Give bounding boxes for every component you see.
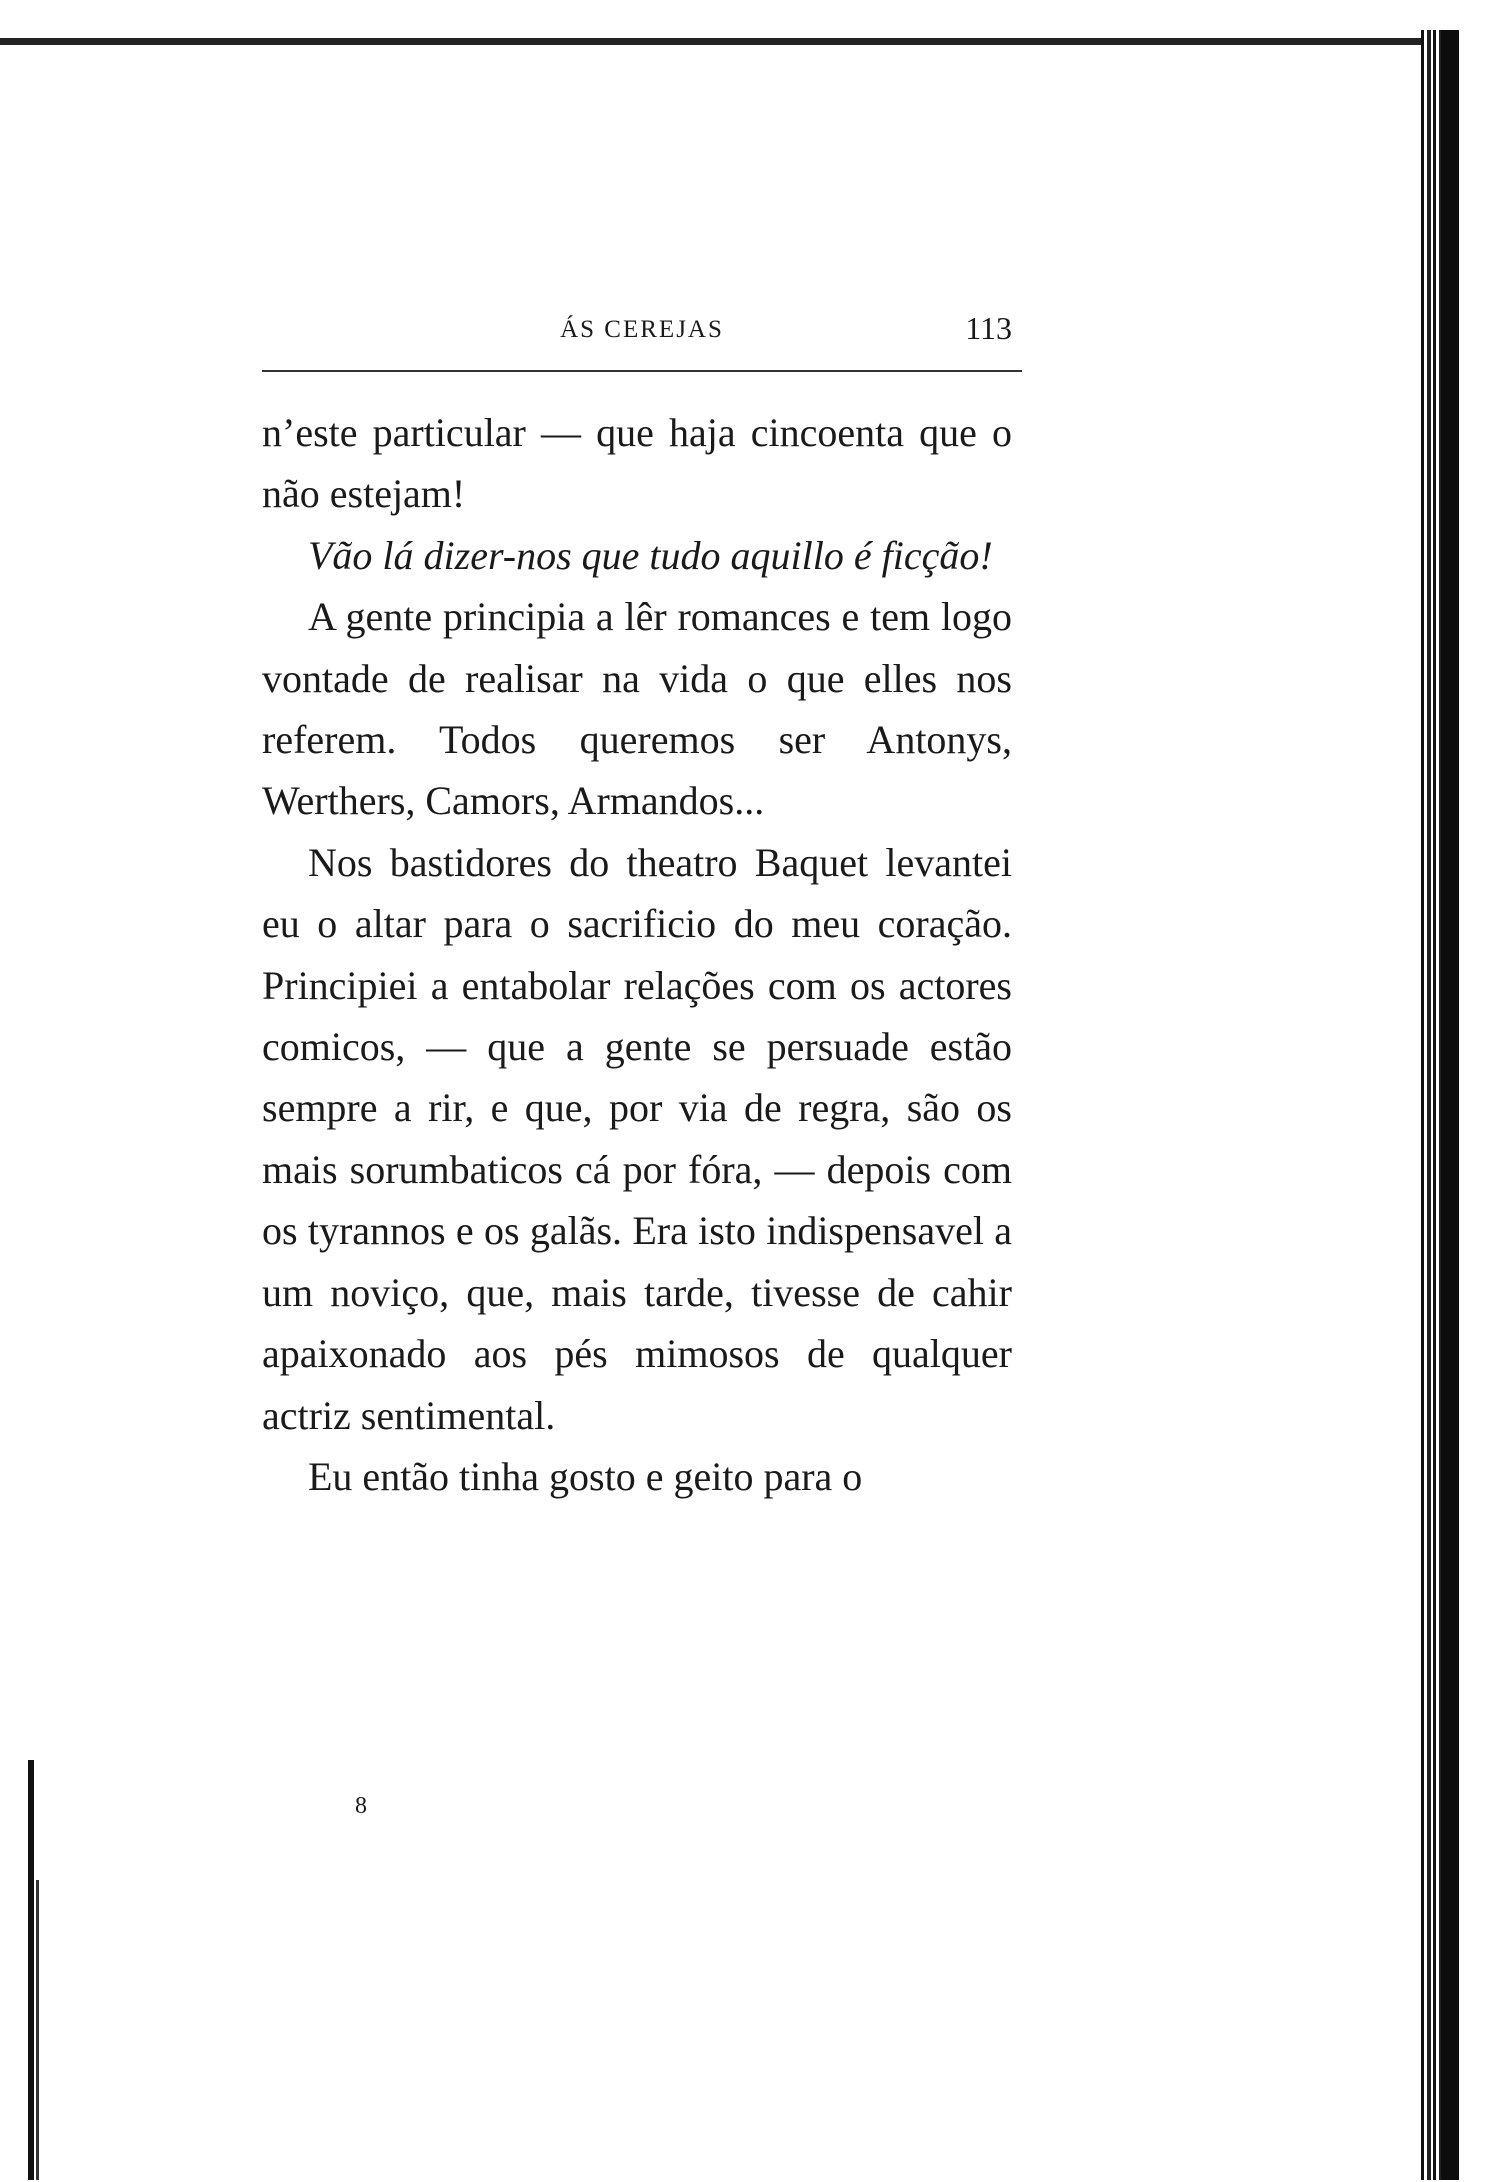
page-header: [262, 310, 1022, 356]
top-page-edge: [0, 38, 1430, 45]
signature-mark: 8: [355, 1793, 367, 1819]
header-rule: [262, 370, 1022, 372]
paragraph-continued: n’este particular — que haja cincoenta que o não estejam!: [262, 410, 1012, 517]
paragraph: Eu então tinha gosto e geito para o: [308, 1453, 863, 1499]
paragraph: A gente principia a lêr romances e tem logo vontade de realisar na vida o que elles nos referem. Todos queremos ser Antonys, Werthers, Camors, Armandos...: [262, 594, 1012, 824]
paragraph: Nos bastidores do theatro Baquet levantei eu o altar para o sacrificio do meu coração. Principiei a entabolar relações com os actores comicos, — que a gente se persuade estão sempre a rir, e que, por via de regra, são os mais sorumbaticos cá por fóra, — depois com os tyrannos e os galãs. Era isto indispensavel a um noviço, que, mais tarde, tivesse de cahir apaixonado aos pés mimosos de qualquer actriz sentimental.: [262, 839, 1012, 1438]
running-head: ÁS CEREJAS: [560, 316, 724, 343]
right-binding-shadow: [1441, 30, 1459, 2180]
page-body: [262, 402, 1012, 1507]
page-number: 113: [965, 310, 1012, 346]
paragraph: Vão lá dizer-nos que tudo aquillo é ficção!: [308, 532, 993, 578]
left-page-edge-thin: [36, 1880, 39, 2180]
left-page-edge: [28, 1760, 34, 2180]
